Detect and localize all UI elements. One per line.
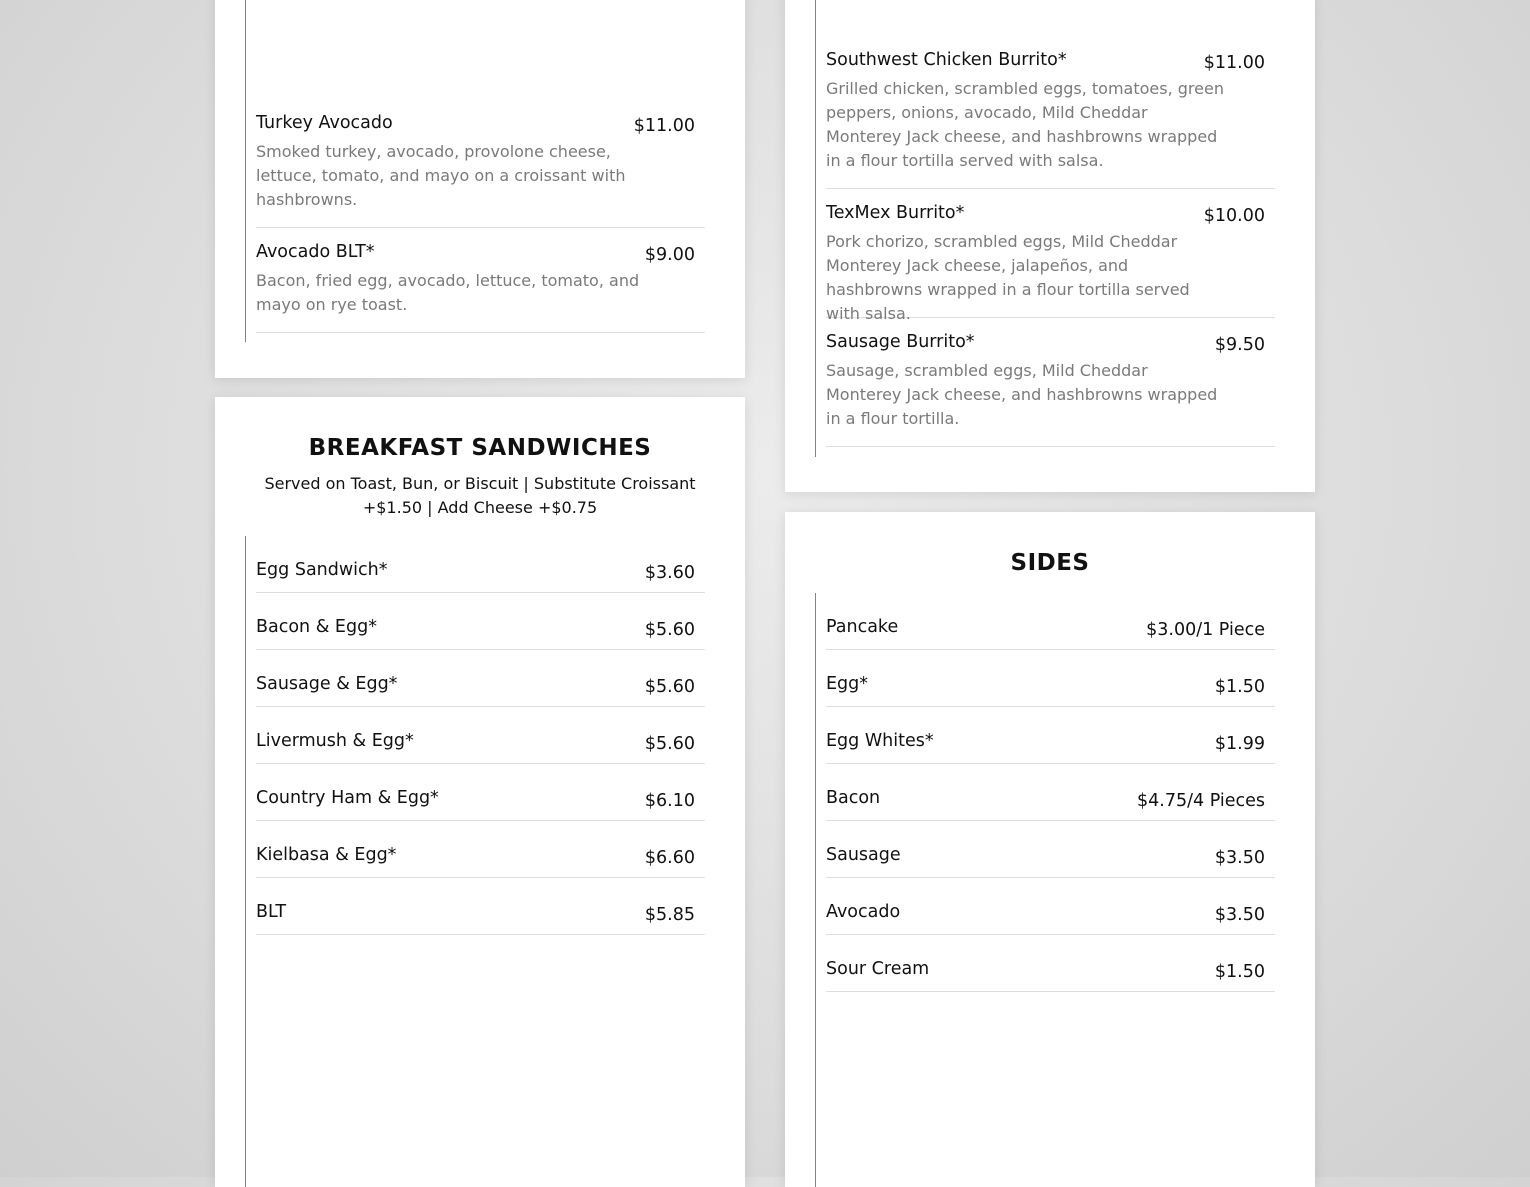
menu-item-price: $3.60 (644, 563, 695, 583)
menu-item (256, 674, 705, 707)
menu-item-price: $3.50 (1214, 848, 1265, 868)
menu-card-breakfast-sandwiches (215, 397, 745, 1187)
menu-item-name: Sausage (826, 845, 901, 865)
menu-item-price: $5.85 (644, 905, 695, 925)
menu-item (826, 332, 1275, 447)
menu-item-name: Sausage Burrito* (826, 332, 975, 352)
menu-item-description: Grilled chicken, scrambled eggs, tomatoes, green peppers, onions, avocado, Mild Cheddar Monterey Jack cheese, and hashbrowns wrapped in a flour tortilla served with salsa. (826, 79, 1224, 170)
menu-item-price: $5.60 (644, 620, 695, 640)
menu-item-description: Smoked turkey, avocado, provolone cheese, lettuce, tomato, and mayo on a croissant with hashbrowns. (256, 142, 626, 209)
menu-item-name: Egg Whites* (826, 731, 934, 751)
section-title: BREAKFAST SANDWICHES (308, 435, 652, 461)
menu-item-name: Avocado (826, 902, 901, 922)
accent-rule (815, 0, 816, 457)
menu-item (826, 203, 1275, 323)
accent-rule (245, 536, 246, 1187)
menu-item-name: Bacon (826, 788, 881, 808)
menu-item-price: $4.75/4 Pieces (1137, 791, 1265, 811)
menu-item (256, 113, 705, 228)
menu-item (826, 731, 1275, 764)
menu-item-price: $1.99 (1214, 734, 1265, 754)
menu-card-sides (785, 512, 1315, 1187)
section-subtitle: Served on Toast, Bun, or Biscuit | Substitute Croissant +$1.50 | Add Cheese +$0.75 (264, 474, 696, 517)
menu-item (826, 50, 1275, 189)
section-title: SIDES (1010, 550, 1090, 576)
menu-item (256, 731, 705, 764)
menu-item-name: Sour Cream (826, 959, 930, 979)
menu-item (826, 959, 1275, 992)
menu-item-price: $6.60 (644, 848, 695, 868)
menu-item-price: $10.00 (1203, 206, 1265, 226)
menu-item-name: Bacon & Egg* (256, 617, 377, 637)
menu-item (826, 845, 1275, 878)
menu-item-name: Sausage & Egg* (256, 674, 398, 694)
menu-item (256, 788, 705, 821)
menu-item-price: $3.50 (1214, 905, 1265, 925)
menu-item-name: Turkey Avocado (256, 113, 393, 133)
menu-item-price: $5.60 (644, 734, 695, 754)
accent-rule (245, 0, 246, 342)
menu-item-name: Pancake (826, 617, 899, 637)
menu-item-price: $1.50 (1214, 677, 1265, 697)
menu-item-name: Livermush & Egg* (256, 731, 414, 751)
menu-item-name: Country Ham & Egg* (256, 788, 439, 808)
menu-item-name: BLT (256, 902, 287, 922)
menu-item (826, 788, 1275, 821)
menu-item-price: $9.00 (644, 245, 695, 265)
menu-item-name: Kielbasa & Egg* (256, 845, 397, 865)
menu-item-description: Pork chorizo, scrambled eggs, Mild Cheddar Monterey Jack cheese, jalapeños, and hashbrowns wrapped in a flour tortilla served with salsa. (826, 232, 1190, 323)
menu-item (256, 845, 705, 878)
menu-item (256, 560, 705, 593)
menu-item-price: $11.00 (633, 116, 695, 136)
menu-item-name: TexMex Burrito* (826, 203, 965, 223)
menu-item-price: $6.10 (644, 791, 695, 811)
menu-item (256, 902, 705, 935)
menu-item-name: Southwest Chicken Burrito* (826, 50, 1067, 70)
menu-item-price: $3.00/1 Piece (1146, 620, 1265, 640)
menu-item-description: Bacon, fried egg, avocado, lettuce, tomato, and mayo on rye toast. (256, 271, 640, 314)
menu-item (826, 617, 1275, 650)
menu-item (256, 617, 705, 650)
menu-item-name: Egg Sandwich* (256, 560, 388, 580)
menu-item-price: $11.00 (1203, 53, 1265, 73)
menu-card-burritos (785, 0, 1315, 492)
menu-item (826, 674, 1275, 707)
menu-item-price: $1.50 (1214, 962, 1265, 982)
accent-rule (815, 593, 816, 1187)
menu-item-name: Avocado BLT* (256, 242, 375, 262)
menu-item-description: Sausage, scrambled eggs, Mild Cheddar Monterey Jack cheese, and hashbrowns wrapped in a flour tortilla. (826, 361, 1218, 428)
menu-item-price: $9.50 (1214, 335, 1265, 355)
menu-item (826, 902, 1275, 935)
menu-card-sandwiches-continued (215, 0, 745, 378)
menu-item-name: Egg* (826, 674, 869, 694)
menu-item (256, 242, 705, 333)
menu-item-price: $5.60 (644, 677, 695, 697)
